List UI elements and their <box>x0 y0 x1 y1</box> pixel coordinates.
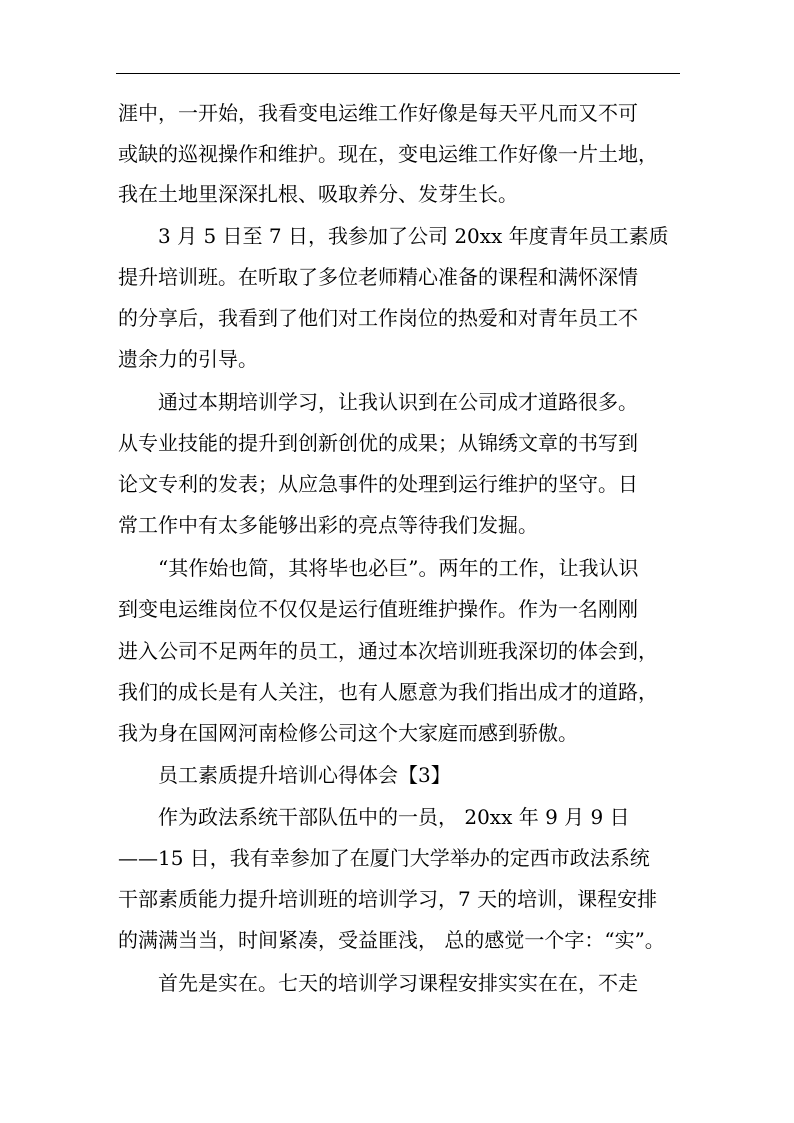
text-line: 我为身在国网河南检修公司这个大家庭而感到骄傲。 <box>118 721 578 745</box>
text-line: 我在土地里深深扎根、吸取养分、发芽生长。 <box>118 182 518 206</box>
text-line: 我们的成长是有人关注，也有人愿意为我们指出成才的道路， <box>118 680 658 704</box>
text-line: 到变电运维岗位不仅仅是运行值班维护操作。作为一名刚刚 <box>118 597 638 621</box>
text-line: 的满满当当，时间紧凑，受益匪浅， 总的感觉一个字：“实”。 <box>118 928 665 952</box>
text-line: “其作始也简，其将毕也必巨”。两年的工作，让我认识 <box>158 556 639 580</box>
text-line: ——15 日，我有幸参加了在厦门大学举办的定西市政法系统 <box>118 846 650 870</box>
section-heading: 员工素质提升培训心得体会【3】 <box>158 763 451 787</box>
header-rule <box>116 73 680 74</box>
text-line: 常工作中有太多能够出彩的亮点等待我们发掘。 <box>118 513 538 537</box>
text-line: 或缺的巡视操作和维护。现在，变电运维工作好像一片土地， <box>118 142 658 166</box>
text-line: 进入公司不足两年的员工，通过本次培训班我深切的体会到， <box>118 639 658 663</box>
text-line: 干部素质能力提升培训班的培训学习，7 天的培训，课程安排 <box>118 887 658 911</box>
text-line: 涯中，一开始，我看变电运维工作好像是每天平凡而又不可 <box>118 101 638 125</box>
text-line: 通过本期培训学习，让我认识到在公司成才道路很多。 <box>158 390 638 414</box>
text-line: 作为政法系统干部队伍中的一员， 20xx 年 9 月 9 日 <box>158 805 630 829</box>
text-line: 遗余力的引导。 <box>118 347 258 371</box>
text-line: 提升培训班。在听取了多位老师精心准备的课程和满怀深情 <box>118 265 638 289</box>
text-line: 首先是实在。七天的培训学习课程安排实实在在，不走 <box>158 971 638 995</box>
text-line: 3 月 5 日至 7 日，我参加了公司 20xx 年度青年员工素质 <box>158 224 669 248</box>
text-line: 论文专利的发表；从应急事件的处理到运行维护的坚守。日 <box>118 472 638 496</box>
text-line: 从专业技能的提升到创新创优的成果；从锦绣文章的书写到 <box>118 431 638 455</box>
text-line: 的分享后，我看到了他们对工作岗位的热爱和对青年员工不 <box>118 306 638 330</box>
